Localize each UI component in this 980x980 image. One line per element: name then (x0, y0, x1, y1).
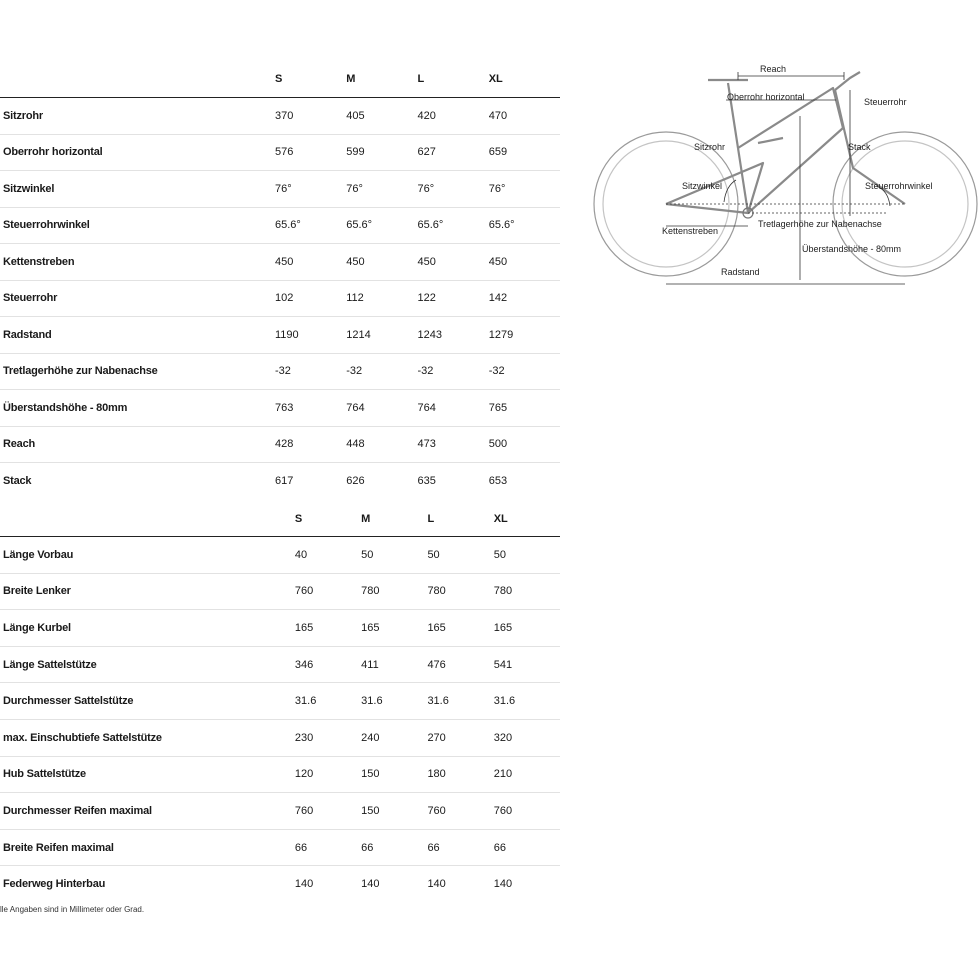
cell-value: 76° (275, 171, 346, 208)
cell-value: 150 (361, 756, 427, 793)
cell-value: 760 (295, 793, 361, 830)
cell-value: 473 (417, 426, 488, 463)
cell-value: 140 (493, 878, 513, 891)
cell-value: 450 (417, 244, 488, 281)
cell-value: 165 (361, 610, 427, 647)
cell-value: 140 (294, 878, 314, 891)
components-header-empty (0, 501, 295, 537)
cell-value: 102 (275, 280, 346, 317)
cell-value: 450 (275, 244, 346, 281)
label-reach: Reach (760, 64, 787, 74)
cell-value: 626 (346, 474, 365, 487)
cell-value: 653 (488, 474, 508, 487)
row-label: Breite Lenker (0, 573, 295, 610)
geometry-header-row (0, 61, 560, 98)
cell-value: 320 (494, 719, 560, 756)
label-chainstay: Kettenstreben (662, 226, 719, 236)
components-header-row (0, 501, 560, 537)
cell-value: 40 (295, 537, 361, 574)
size-header: M (346, 61, 417, 98)
cell-value: 370 (275, 98, 346, 135)
row-label: max. Einschubtiefe Sattelstütze (0, 719, 295, 756)
cell-value: 627 (417, 134, 488, 171)
cell-value: 31.6 (494, 683, 560, 720)
label-seat-tube: Sitzrohr (694, 142, 726, 152)
geometry-row (0, 244, 560, 281)
row-label: Durchmesser Reifen maximal (0, 793, 295, 830)
components-row (0, 537, 560, 574)
label-seat-angle: Sitzwinkel (682, 181, 723, 191)
cell-value: 450 (489, 244, 560, 281)
cell-value: 1214 (346, 317, 417, 354)
cell-value: 230 (295, 719, 361, 756)
cell-value: 165 (427, 610, 493, 647)
row-label: Durchmesser Sattelstütze (0, 683, 295, 720)
components-row (0, 866, 560, 902)
cell-value: 780 (427, 573, 493, 610)
cell-value: 405 (346, 98, 417, 135)
cell-value: -32 (489, 353, 560, 390)
cell-value: 66 (494, 829, 560, 866)
cell-value: 140 (361, 878, 380, 891)
row-label: Länge Sattelstütze (0, 646, 295, 683)
cell-value: 50 (494, 537, 560, 574)
components-row (0, 719, 560, 756)
row-label: Oberrohr horizontal (0, 134, 275, 171)
cell-value: 240 (361, 719, 427, 756)
cell-value: 765 (489, 390, 560, 427)
cell-value: 780 (361, 573, 427, 610)
cell-value: 66 (295, 829, 361, 866)
cell-value: 476 (427, 646, 493, 683)
cell-value: 763 (275, 390, 346, 427)
row-label: Breite Reifen maximal (0, 829, 295, 866)
cell-value: 66 (427, 829, 493, 866)
row-label: Hub Sattelstütze (0, 756, 295, 793)
size-header: L (417, 61, 488, 98)
bike-geometry-diagram (588, 58, 980, 294)
row-label: Steuerrohr (0, 280, 275, 317)
geometry-row (0, 134, 560, 171)
cell-value: 659 (489, 134, 560, 171)
cell-value: -32 (417, 353, 488, 390)
cell-value: 760 (427, 793, 493, 830)
geometry-row (0, 353, 560, 390)
cell-value: 50 (427, 537, 493, 574)
components-row (0, 646, 560, 683)
size-header: S (295, 501, 361, 537)
cell-value: 76° (489, 171, 560, 208)
cell-value: 165 (494, 610, 560, 647)
row-label: Reach (0, 426, 275, 463)
cell-value: 66 (361, 829, 427, 866)
geometry-row (0, 207, 560, 244)
cell-value: 270 (427, 719, 493, 756)
size-header: XL (494, 501, 560, 537)
cell-value: 50 (361, 537, 427, 574)
size-header: M (361, 501, 427, 537)
cell-value: 150 (361, 793, 427, 830)
cell-value: 760 (295, 573, 361, 610)
cell-value: 760 (494, 793, 560, 830)
cell-value: 450 (346, 244, 417, 281)
row-label: Sitzrohr (0, 98, 275, 135)
components-row (0, 793, 560, 830)
components-row (0, 683, 560, 720)
row-label: Kettenstreben (0, 244, 275, 281)
cell-value: 428 (275, 426, 346, 463)
cell-value: 617 (274, 474, 294, 487)
components-table (0, 501, 560, 902)
cell-value: 65.6° (417, 207, 488, 244)
cell-value: -32 (346, 353, 417, 390)
size-header: L (427, 501, 493, 537)
label-head-tube: Steuerrohr (864, 97, 907, 107)
cell-value: -32 (275, 353, 346, 390)
geometry-header-empty (0, 61, 275, 98)
row-label: Sitzwinkel (0, 171, 275, 208)
cell-value: 31.6 (295, 683, 361, 720)
geometry-row (0, 463, 560, 499)
cell-value: 470 (489, 98, 560, 135)
cell-value: 31.6 (427, 683, 493, 720)
geometry-row (0, 280, 560, 317)
cell-value: 764 (346, 390, 417, 427)
geometry-row (0, 426, 560, 463)
components-row (0, 573, 560, 610)
cell-value: 411 (361, 646, 427, 683)
cell-value: 65.6° (275, 207, 346, 244)
row-label: Länge Vorbau (0, 537, 295, 574)
row-label: Stack (3, 474, 32, 487)
cell-value: 76° (417, 171, 488, 208)
label-standover: Überstandshöhe - 80mm (802, 244, 902, 254)
cell-value: 1279 (489, 317, 560, 354)
cell-value: 120 (295, 756, 361, 793)
label-stack: Stack (848, 142, 871, 152)
cell-value: 180 (427, 756, 493, 793)
cell-value: 65.6° (346, 207, 417, 244)
cell-value: 210 (494, 756, 560, 793)
components-row (0, 829, 560, 866)
cell-value: 1190 (275, 317, 346, 354)
cell-value: 31.6 (361, 683, 427, 720)
geometry-row (0, 317, 560, 354)
components-row (0, 610, 560, 647)
cell-value: 122 (417, 280, 488, 317)
cell-value: 165 (295, 610, 361, 647)
row-label: Federweg Hinterbau (3, 878, 106, 891)
row-label: Steuerrohrwinkel (0, 207, 275, 244)
label-top-tube: Oberrohr horizontal (727, 92, 805, 102)
row-label: Länge Kurbel (0, 610, 295, 647)
cell-value: 541 (494, 646, 560, 683)
label-bb-drop: Tretlagerhöhe zur Nabenachse (758, 219, 882, 229)
row-label: Überstandshöhe - 80mm (0, 390, 275, 427)
cell-value: 599 (346, 134, 417, 171)
label-head-angle: Steuerrohrwinkel (865, 181, 933, 191)
components-row (0, 756, 560, 793)
cell-value: 346 (295, 646, 361, 683)
cell-value: 635 (417, 474, 436, 487)
size-header: S (275, 61, 346, 98)
cell-value: 1243 (417, 317, 488, 354)
label-wheelbase: Radstand (721, 267, 760, 277)
row-label: Tretlagerhöhe zur Nabenachse (0, 353, 275, 390)
footnote: lle Angaben sind in Millimeter oder Grad. (0, 905, 145, 914)
cell-value: 780 (494, 573, 560, 610)
size-header: XL (489, 61, 560, 98)
cell-value: 142 (489, 280, 560, 317)
row-label: Radstand (0, 317, 275, 354)
cell-value: 764 (417, 390, 488, 427)
geometry-row (0, 390, 560, 427)
cell-value: 420 (417, 98, 488, 135)
geometry-row (0, 98, 560, 135)
cell-value: 576 (275, 134, 346, 171)
cell-value: 448 (346, 426, 417, 463)
geometry-table (0, 61, 560, 499)
cell-value: 500 (489, 426, 560, 463)
cell-value: 65.6° (489, 207, 560, 244)
cell-value: 76° (346, 171, 417, 208)
geometry-row (0, 171, 560, 208)
cell-value: 112 (346, 280, 417, 317)
cell-value: 140 (427, 878, 446, 891)
